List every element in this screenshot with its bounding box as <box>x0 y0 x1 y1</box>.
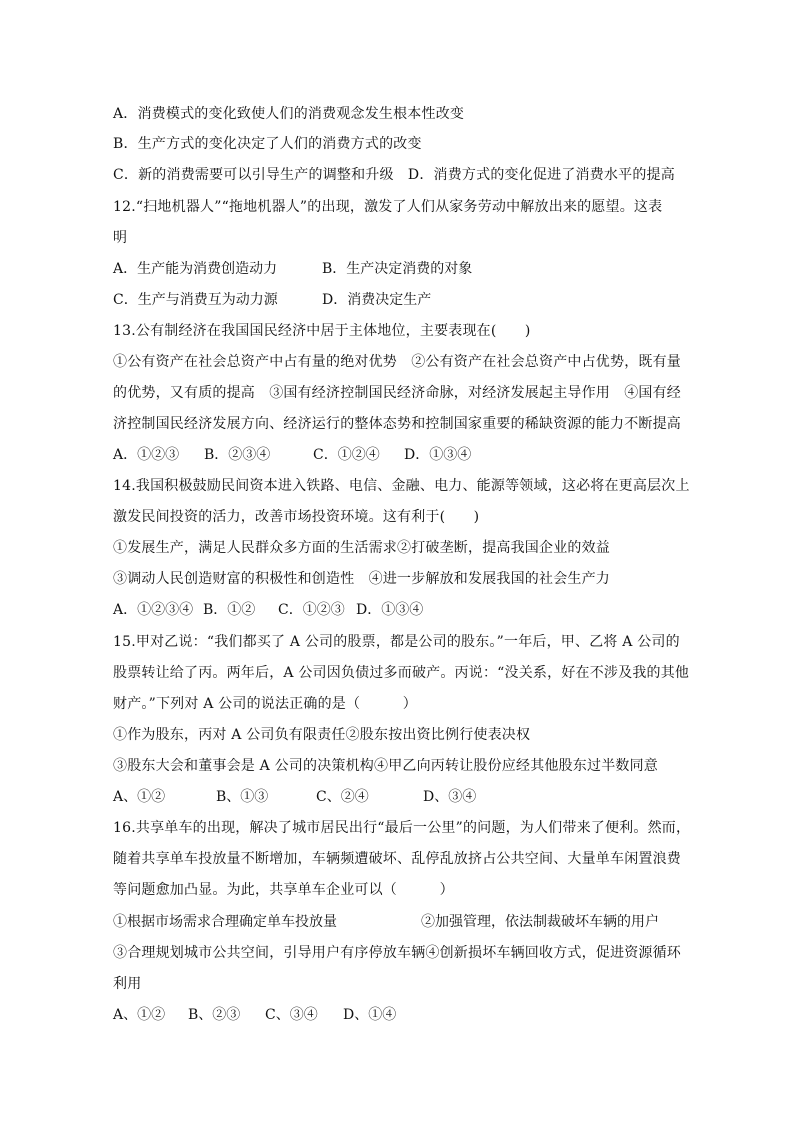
q14-option-d: D．①③④ <box>356 602 424 618</box>
q15-stem-line-2: 股票转让给了丙。两年后，A 公司因负债过多而破产。丙说：“没关系，好在不涉及我的其他 <box>113 665 690 681</box>
q14-stem-line-1: 14.我国积极鼓励民间资本进入铁路、电信、金融、电力、能源等领域，这必将在更高层次上 <box>113 478 690 494</box>
q12-option-a: A．生产能为消费创造动力 <box>113 261 278 277</box>
q13-option-b: B．②③④ <box>204 447 271 463</box>
q16-option-d: D、①④ <box>343 1007 397 1023</box>
q13-stem: 13.公有制经济在我国国民经济中居于主体地位，主要表现在( ) <box>113 323 531 339</box>
q13-option-a: A．①②③ <box>113 447 180 463</box>
q15-option-b: B、①③ <box>216 789 269 805</box>
q15-option-a: A、①② <box>113 789 166 805</box>
q13-item-line-2: 的优势，又有质的提高 ③国有经济控制国民经济命脉，对经济发展起主导作用 ④国有经 <box>113 385 681 401</box>
q11-option-a: A．消费模式的变化致使人们的消费观念发生根本性改变 <box>113 106 465 122</box>
q14-option-b: B．①② <box>203 602 256 618</box>
q14-stem-line-2: 激发民间投资的活力，改善市场投资环境。这有利于( ) <box>113 509 480 525</box>
q15-stem-line-1: 15.甲对乙说：“我们都买了 A 公司的股票，都是公司的股东。”一年后，甲、乙将 A 公司的 <box>113 634 680 650</box>
q16-option-c: C、③④ <box>265 1007 318 1023</box>
q11-option-b: B．生产方式的变化决定了人们的消费方式的改变 <box>113 136 422 152</box>
q16-stem-line-3: 等问题愈加凸显。为此，共享单车企业可以（ ） <box>113 882 454 898</box>
q15-stem-line-3: 财产。”下列对 A 公司的说法正确的是（ ） <box>113 696 417 712</box>
q14-option-c: C．①②③ <box>278 602 345 618</box>
q16-item-line-2: ③合理规划城市公共空间，引导用户有序停放车辆④创新损坏车辆回收方式，促进资源循环 <box>113 945 681 961</box>
q16-option-b: B、②③ <box>188 1007 241 1023</box>
q12-option-b: B．生产决定消费的对象 <box>322 261 473 277</box>
q15-item-line-2: ③股东大会和董事会是 A 公司的决策机构④甲乙向丙转让股份应经其他股东过半数同意 <box>113 758 659 774</box>
q16-item-2: ②加强管理，依法制裁破坏车辆的用户 <box>421 914 659 930</box>
q13-option-d: D．①③④ <box>404 447 472 463</box>
q16-item-line-3: 利用 <box>113 976 142 992</box>
q16-item-1: ①根据市场需求合理确定单车投放量 <box>113 914 337 930</box>
q11-option-cd: C．新的消费需要可以引导生产的调整和升级 D．消费方式的变化促进了消费水平的提高 <box>113 167 675 183</box>
q13-item-line-3: 济控制国民经济发展方向、经济运行的整体态势和控制国家重要的稀缺资源的能力不断提高 <box>113 416 681 432</box>
q14-option-a: A．①②③④ <box>113 602 194 618</box>
q16-stem-line-2: 随着共享单车投放量不断增加，车辆频遭破坏、乱停乱放挤占公共空间、大量单车闲置浪费 <box>113 851 681 867</box>
q16-stem-line-1: 16.共享单车的出现，解决了城市居民出行“最后一公里”的问题，为人们带来了便利。然而， <box>113 820 691 836</box>
q14-item-line-2: ③调动人民创造财富的积极性和创造性 ④进一步解放和发展我国的社会生产力 <box>113 571 610 587</box>
q13-option-c: C．①②④ <box>313 447 380 463</box>
q16-option-a: A、①② <box>113 1007 166 1023</box>
q15-option-c: C、②④ <box>316 789 369 805</box>
q15-option-d: D、③④ <box>423 789 477 805</box>
q12-stem-line-2: 明 <box>113 230 128 246</box>
q12-option-d: D．消费决定生产 <box>322 292 432 308</box>
q14-item-line-1: ①发展生产，满足人民群众多方面的生活需求②打破垄断，提高我国企业的效益 <box>113 540 610 556</box>
q15-item-line-1: ①作为股东，丙对 A 公司负有限责任②股东按出资比例行使表决权 <box>113 727 531 743</box>
q12-stem-line-1: 12.“扫地机器人”“拖地机器人”的出现，激发了人们从家务劳动中解放出来的愿望。这表 <box>113 199 663 215</box>
q12-option-c: C．生产与消费互为动力源 <box>113 292 278 308</box>
q13-item-line-1: ①公有资产在社会总资产中占有量的绝对优势 ②公有资产在社会总资产中占优势，既有量 <box>113 354 681 370</box>
